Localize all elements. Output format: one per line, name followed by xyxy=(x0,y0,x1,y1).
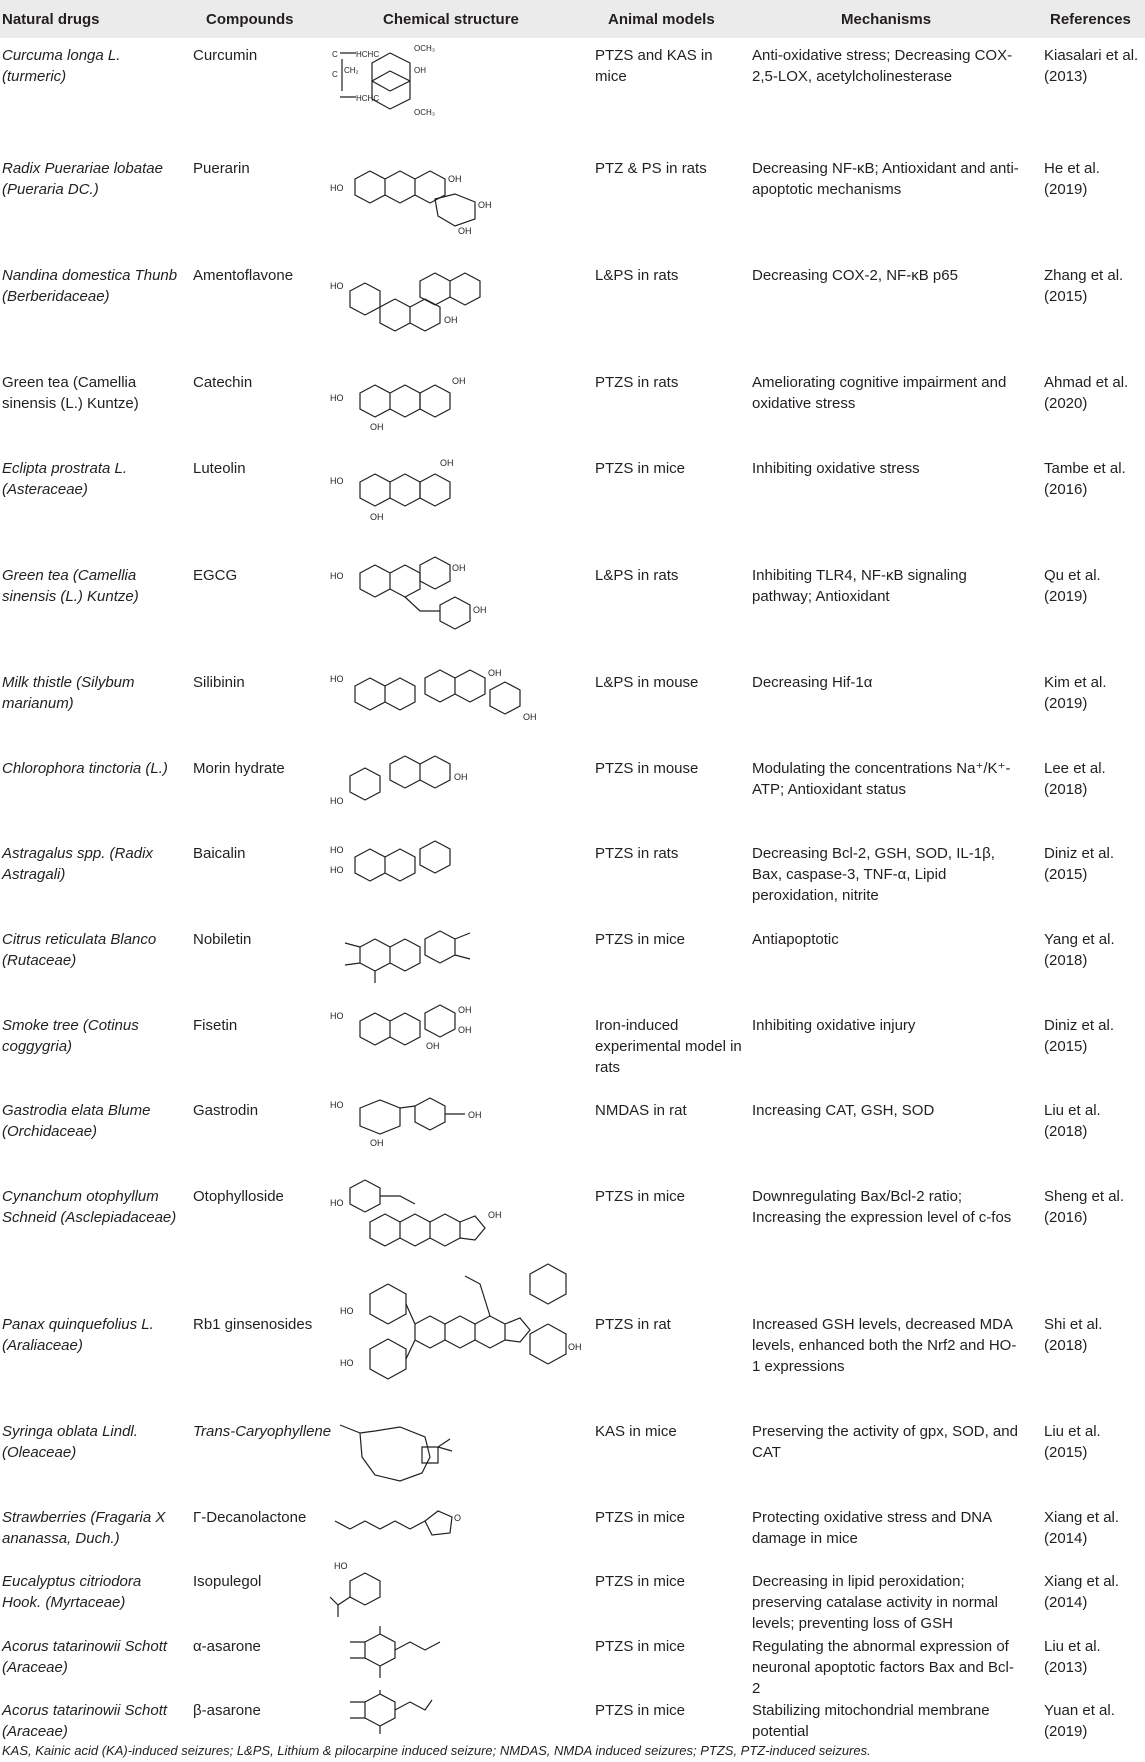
animal-model-cell: PTZS in mice xyxy=(595,1638,686,1655)
animal-model-cell: PTZS in rats xyxy=(595,845,679,862)
natural-drug-cell: Panax quinquefolius L. (Araliaceae) xyxy=(2,1316,154,1354)
reference-cell: Qu et al. (2019) xyxy=(1044,567,1101,605)
caryophyllene-structure xyxy=(330,1417,588,1495)
natural-drug-cell: Radix Puerariae lobatae (Pueraria DC.) xyxy=(2,160,163,198)
animal-model-cell: PTZS in mice xyxy=(595,1188,686,1205)
animal-model-cell: PTZ & PS in rats xyxy=(595,160,707,177)
animal-model-cell: PTZS and KAS in mice xyxy=(595,47,713,85)
svg-text:HO: HO xyxy=(330,1100,344,1110)
mechanism-cell: Regulating the abnormal expression of neuronal apoptotic factors Bax and Bcl-2 xyxy=(752,1638,1014,1697)
table-header xyxy=(0,0,1145,38)
svg-text:HO: HO xyxy=(330,1198,344,1208)
compound-cell: Fisetin xyxy=(193,1017,238,1034)
svg-text:OH: OH xyxy=(452,376,466,386)
natural-drug-cell: Gastrodia elata Blume (Orchidaceae) xyxy=(2,1102,151,1140)
natural-drug-cell: Eucalyptus citriodora Hook. (Myrtaceae) xyxy=(2,1573,142,1611)
chemical-structure-diagram xyxy=(330,154,588,236)
animal-model-cell: PTZS in mice xyxy=(595,1702,686,1719)
reference-cell: Yang et al. (2018) xyxy=(1044,931,1115,969)
svg-text:OH: OH xyxy=(473,605,487,615)
egcg-structure xyxy=(330,561,588,639)
puerarin-structure xyxy=(330,154,588,236)
silibinin-structure xyxy=(330,668,588,746)
svg-text:OH: OH xyxy=(370,512,384,522)
svg-text:OH: OH xyxy=(478,200,492,210)
mechanism-cell: Protecting oxidative stress and DNA damage in mice xyxy=(752,1509,992,1547)
svg-text:HO: HO xyxy=(330,281,344,291)
svg-text:HO: HO xyxy=(330,1011,344,1021)
mechanism-cell: Decreasing NF-κB; Antioxidant and anti-apoptotic mechanisms xyxy=(752,160,1019,198)
reference-cell: Kiasalari et al. (2013) xyxy=(1044,47,1139,85)
compound-cell: Catechin xyxy=(193,374,253,391)
compound-cell: Curcumin xyxy=(193,47,258,64)
mechanism-cell: Decreasing Bcl-2, GSH, SOD, IL-1β, Bax, caspase-3, TNF-α, Lipid peroxidation, nitrite xyxy=(752,845,995,904)
natural-drug-cell: Acorus tatarinowii Schott (Araceae) xyxy=(2,1638,168,1676)
curcumin-och3-label-2: OCH₃ xyxy=(414,108,436,117)
table-footnote: KAS, Kainic acid (KA)-induced seizures; L&PS, Lithium & pilocarpine induced seizure; NMDAS, NMDA induced seizures; PTZS, PTZ-induced seizures. xyxy=(2,1743,871,1758)
chemical-structure-diagram xyxy=(330,1417,588,1495)
mechanism-cell: Downregulating Bax/Bcl-2 ratio; Increasing the expression level of c-fos xyxy=(752,1188,1012,1226)
animal-model-cell: PTZS in rats xyxy=(595,374,679,391)
curcumin-ch2-label: CH₂ xyxy=(344,66,359,75)
natural-drug-cell: Acorus tatarinowii Schott (Araceae) xyxy=(2,1702,168,1740)
reference-cell: Diniz et al. (2015) xyxy=(1044,1017,1115,1055)
svg-text:C: C xyxy=(332,50,338,59)
reference-cell: He et al. (2019) xyxy=(1044,160,1100,198)
chemical-structure-diagram xyxy=(330,925,588,1003)
mechanism-cell: Increased GSH levels, decreased MDA levels, enhanced both the Nrf2 and HO-1 expressions xyxy=(752,1316,1017,1375)
natural-drug-cell: Citrus reticulata Blanco (Rutaceae) xyxy=(2,931,157,969)
svg-text:OH: OH xyxy=(568,1342,582,1352)
chemical-structure-diagram xyxy=(330,1690,588,1734)
beta-asarone-structure xyxy=(330,1690,588,1734)
animal-model-cell: Iron-induced experimental model in rats xyxy=(595,1017,742,1076)
morin-structure xyxy=(330,754,588,832)
header-natural-drugs: Natural drugs xyxy=(2,11,100,28)
gastrodin-structure xyxy=(330,1096,588,1174)
svg-text:HO: HO xyxy=(330,393,344,403)
curcumin-oh-label: OH xyxy=(414,66,426,75)
natural-drug-cell: Green tea (Camellia sinensis (L.) Kuntze) xyxy=(2,567,139,605)
svg-text:OH: OH xyxy=(452,563,466,573)
svg-text:OH: OH xyxy=(370,422,384,432)
svg-text:OH: OH xyxy=(370,1138,384,1148)
baicalin-structure xyxy=(330,839,588,917)
compound-cell: Trans-Caryophyllene xyxy=(193,1423,332,1440)
svg-text:OH: OH xyxy=(440,458,454,468)
mechanism-cell: Inhibiting TLR4, NF-κB signaling pathway; Antioxidant xyxy=(752,567,967,605)
chemical-structure-diagram xyxy=(330,454,588,532)
svg-text:OH: OH xyxy=(444,315,458,325)
svg-text:OH: OH xyxy=(454,772,468,782)
natural-drug-cell: Syringa oblata Lindl.(Oleaceae) xyxy=(2,1423,138,1461)
svg-text:HO: HO xyxy=(330,796,344,806)
curcumin-och3-label: OCH₃ xyxy=(414,44,436,53)
mechanism-cell: Preserving the activity of gpx, SOD, and CAT xyxy=(752,1423,1018,1461)
animal-model-cell: PTZS in mice xyxy=(595,1509,686,1526)
mechanism-cell: Inhibiting oxidative injury xyxy=(752,1017,916,1034)
reference-cell: Diniz et al. (2015) xyxy=(1044,845,1115,883)
natural-drug-cell: Milk thistle (Silybum marianum) xyxy=(2,674,135,712)
svg-text:OH: OH xyxy=(458,1005,472,1015)
natural-drug-cell: Astragalus spp. (Radix Astragali) xyxy=(2,845,153,883)
compound-cell: Morin hydrate xyxy=(193,760,285,777)
natural-drug-cell: Nandina domestica Thunb (Berberidaceae) xyxy=(2,267,178,305)
reference-cell: Tambe et al. (2016) xyxy=(1044,460,1126,498)
chemical-structure-diagram xyxy=(330,368,588,446)
reference-cell: Liu et al. (2015) xyxy=(1044,1423,1101,1461)
mechanism-cell: Decreasing COX-2, NF-κB p65 xyxy=(752,267,958,284)
svg-text:HO: HO xyxy=(330,865,344,875)
chemical-structure-diagram xyxy=(330,41,588,119)
compound-cell: EGCG xyxy=(193,567,238,584)
animal-model-cell: KAS in mice xyxy=(595,1423,677,1440)
svg-text:OH: OH xyxy=(448,174,462,184)
header-animal-models: Animal models xyxy=(608,11,715,28)
header-mechanisms: Mechanisms xyxy=(841,11,932,28)
animal-model-cell: L&PS in mouse xyxy=(595,674,699,691)
natural-drug-cell: Eclipta prostrata L. (Asteraceae) xyxy=(2,460,128,498)
compound-cell: Γ-Decanolactone xyxy=(193,1509,307,1526)
natural-drug-cell: Cynanchum otophyllum Schneid (Asclepiadaceae) xyxy=(2,1188,177,1226)
amentoflavone-structure xyxy=(330,261,588,339)
animal-model-cell: L&PS in rats xyxy=(595,267,679,284)
svg-text:HO: HO xyxy=(340,1358,354,1368)
reference-cell: Yuan et al. (2019) xyxy=(1044,1702,1115,1740)
reference-cell: Lee et al. (2018) xyxy=(1044,760,1106,798)
chemical-structure-diagram xyxy=(330,261,588,339)
chemical-structure-diagram xyxy=(330,754,588,832)
mechanism-cell: Decreasing Hif-1α xyxy=(752,674,873,691)
reference-cell: Ahmad et al. (2020) xyxy=(1044,374,1129,412)
compound-cell: Puerarin xyxy=(193,160,250,177)
svg-text:HCHC: HCHC xyxy=(356,94,380,103)
reference-cell: Zhang et al. (2015) xyxy=(1044,267,1124,305)
mechanism-cell: Anti-oxidative stress; Decreasing COX-2,5-LOX, acetylcholinesterase xyxy=(752,47,1013,85)
compound-cell: Silibinin xyxy=(193,674,245,691)
reference-cell: Xiang et al. (2014) xyxy=(1044,1509,1120,1547)
svg-text:HO: HO xyxy=(330,476,344,486)
reference-cell: Xiang et al. (2014) xyxy=(1044,1573,1120,1611)
curcumin-structure xyxy=(330,41,588,119)
svg-text:O: O xyxy=(454,1513,462,1523)
mechanism-cell: Antiapoptotic xyxy=(752,931,839,948)
mechanism-cell: Decreasing in lipid peroxidation; preserving catalase activity in normal levels; preventing loss of GSH xyxy=(752,1573,998,1632)
chemical-structure-diagram xyxy=(330,1182,588,1260)
svg-text:HO: HO xyxy=(340,1306,354,1316)
reference-cell: Sheng et al. (2016) xyxy=(1044,1188,1125,1226)
mechanism-cell: Increasing CAT, GSH, SOD xyxy=(752,1102,935,1119)
mechanism-cell: Ameliorating cognitive impairment and oxidative stress xyxy=(752,374,1007,412)
animal-model-cell: PTZS in rat xyxy=(595,1316,671,1333)
compound-cell: Nobiletin xyxy=(193,931,252,948)
reference-cell: Liu et al. (2013) xyxy=(1044,1638,1101,1676)
alpha-asarone-structure xyxy=(330,1626,588,1684)
svg-text:HO: HO xyxy=(330,183,344,193)
animal-model-cell: NMDAS in rat xyxy=(595,1102,687,1119)
compound-cell: Isopulegol xyxy=(193,1573,262,1590)
chemical-structure-diagram xyxy=(330,839,588,917)
svg-text:HO: HO xyxy=(334,1561,348,1571)
animal-model-cell: L&PS in rats xyxy=(595,567,679,584)
compound-cell: Rb1 ginsenosides xyxy=(193,1316,313,1333)
natural-drug-cell: Chlorophora tinctoria (L.) xyxy=(2,760,168,777)
reference-cell: Shi et al. (2018) xyxy=(1044,1316,1103,1354)
animal-model-cell: PTZS in mouse xyxy=(595,760,699,777)
svg-text:OH: OH xyxy=(523,712,537,722)
reference-cell: Kim et al. (2019) xyxy=(1044,674,1107,712)
compound-cell: Amentoflavone xyxy=(193,267,294,284)
chemical-structure-diagram xyxy=(330,1254,588,1404)
svg-text:OH: OH xyxy=(458,226,472,236)
catechin-structure xyxy=(330,368,588,446)
svg-text:HO: HO xyxy=(330,571,344,581)
isopulegol-structure xyxy=(330,1557,588,1635)
chemical-structure-diagram xyxy=(330,1626,588,1684)
animal-model-cell: PTZS in mice xyxy=(595,460,686,477)
compound-cell: Luteolin xyxy=(193,460,246,477)
animal-model-cell: PTZS in mice xyxy=(595,931,686,948)
chemical-structure-diagram xyxy=(330,561,588,639)
nobiletin-structure xyxy=(330,925,588,1003)
svg-text:HCHC: HCHC xyxy=(356,50,380,59)
luteolin-structure xyxy=(330,454,588,532)
header-chemical-structure: Chemical structure xyxy=(383,11,519,28)
svg-text:OH: OH xyxy=(468,1110,482,1120)
svg-text:OH: OH xyxy=(488,668,502,678)
compound-cell: β-asarone xyxy=(193,1702,261,1719)
natural-drug-cell: Green tea (Camellia sinensis (L.) Kuntze) xyxy=(2,374,139,412)
compound-cell: α-asarone xyxy=(193,1638,261,1655)
svg-text:HO: HO xyxy=(330,674,344,684)
ginsenoside-structure xyxy=(330,1254,588,1404)
chemical-structure-diagram xyxy=(330,1005,588,1089)
otophylloside-structure xyxy=(330,1182,588,1260)
mechanism-cell: Stabilizing mitochondrial membrane potential xyxy=(752,1702,990,1740)
mechanism-cell: Inhibiting oxidative stress xyxy=(752,460,920,477)
mechanism-cell: Modulating the concentrations Na⁺/K⁺-ATP; Antioxidant status xyxy=(752,760,1011,798)
chemical-structure-diagram xyxy=(330,668,588,746)
svg-text:OH: OH xyxy=(488,1210,502,1220)
compound-cell: Baicalin xyxy=(193,845,246,862)
natural-drug-cell: Strawberries (Fragaria X ananassa, Duch.) xyxy=(2,1509,166,1547)
fisetin-structure xyxy=(330,1005,588,1089)
chemical-structure-diagram xyxy=(330,1096,588,1174)
reference-cell: Liu et al. (2018) xyxy=(1044,1102,1101,1140)
chemical-structure-diagram xyxy=(330,1557,588,1635)
natural-drug-cell: Curcuma longa L. (turmeric) xyxy=(2,47,121,85)
compound-cell: Gastrodin xyxy=(193,1102,259,1119)
natural-drug-cell: Smoke tree (Cotinus coggygria) xyxy=(2,1017,139,1055)
svg-text:C: C xyxy=(332,70,338,79)
header-references: References xyxy=(1050,11,1131,28)
header-compounds: Compounds xyxy=(206,11,294,28)
svg-text:HO: HO xyxy=(330,845,344,855)
svg-text:OH: OH xyxy=(458,1025,472,1035)
compound-cell: Otophylloside xyxy=(193,1188,284,1205)
svg-text:OH: OH xyxy=(426,1041,440,1051)
animal-model-cell: PTZS in mice xyxy=(595,1573,686,1590)
